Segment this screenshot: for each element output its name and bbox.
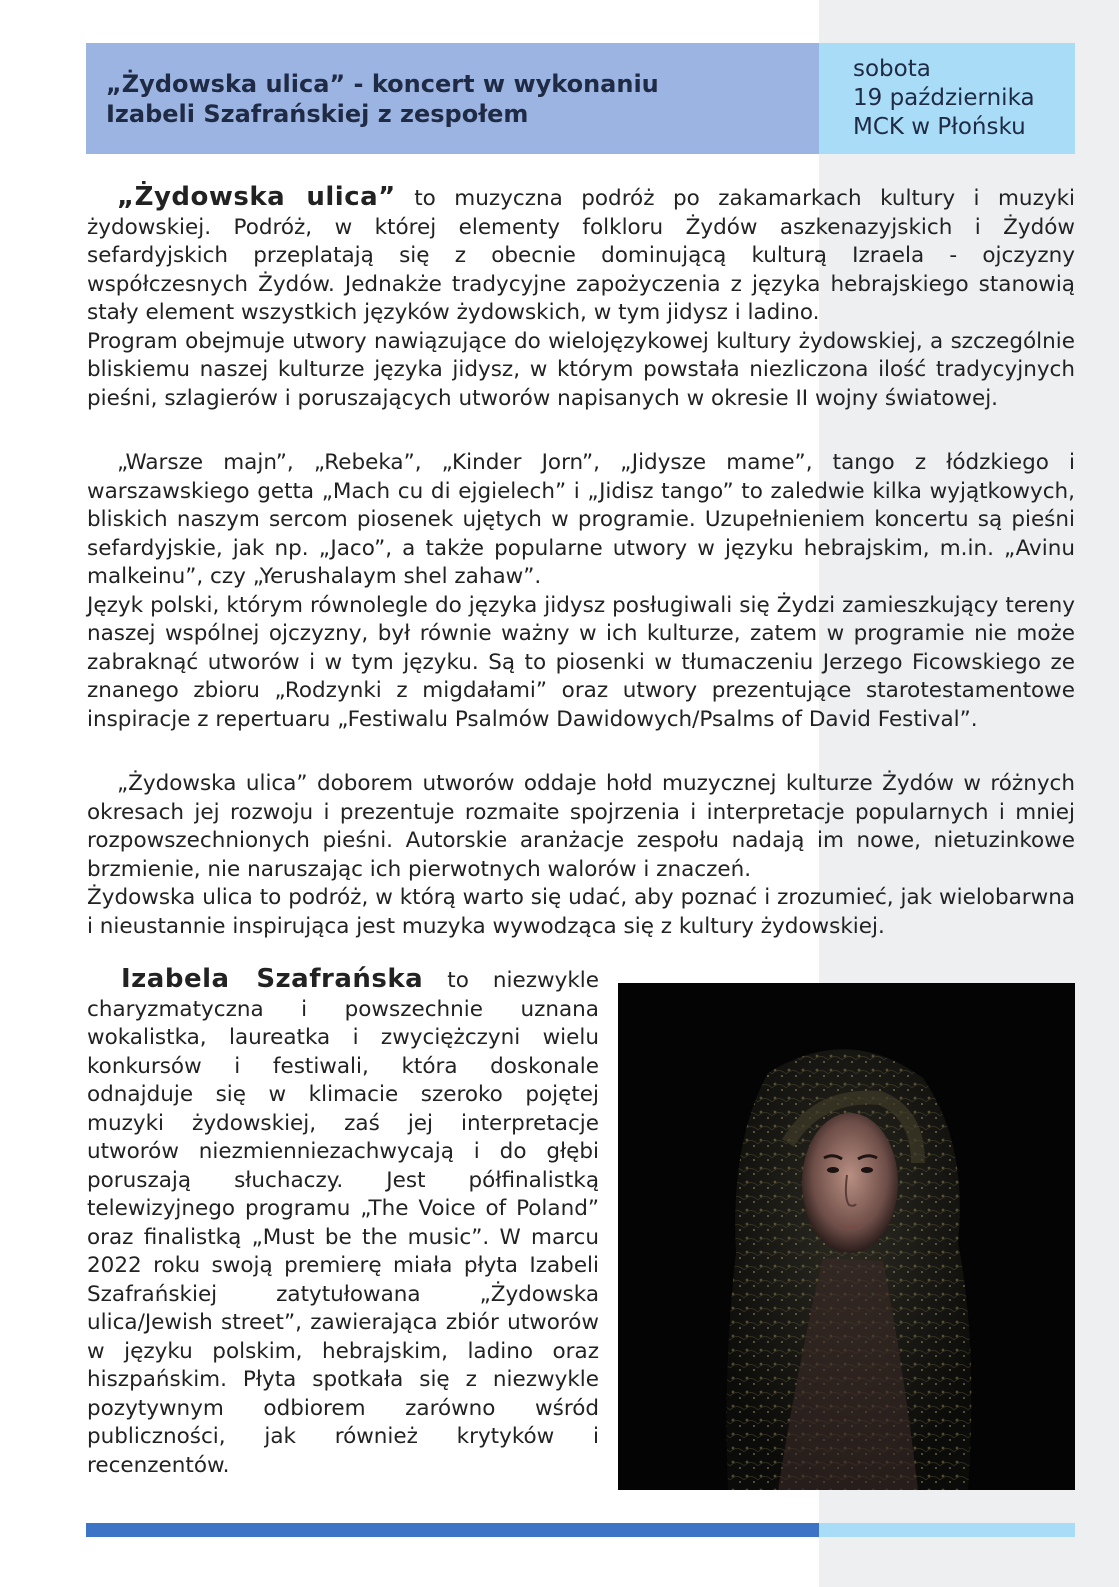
intro-lead: „Żydowska ulica”	[117, 182, 396, 212]
event-venue: MCK w Płońsku	[853, 114, 1026, 140]
artist-bio-paragraph	[87, 965, 599, 1480]
intro-paragraph-1	[87, 183, 1075, 328]
intro-paragraph-2: Program obejmuje utwory nawiązujące do wielojęzykowej kultury żydowskiej, a szczególnie bliskiemu naszej kulturze języka jidysz, w którym powstała niezliczona ilość tradycyjnych pieśni, szlagierów i poruszających utworów napisanych w okresie II wojny światowej.	[87, 328, 1075, 411]
artist-name: Izabela Szafrańska	[121, 964, 424, 994]
artist-bio-text: to niezwykle charyzmatyczna i powszechnie uznana wokalistka, laureatka i zwyciężczyni wielu konkursów i festiwali, która doskonale odnajduje się w klimacie szeroko pojętej muzyki żydowskiej, zaś jej interpretacje utworów niezmienniezachwycają i do głębi poruszają słuchaczy. Jest półfinalistką telewizyjnego programu „The Voice of Poland” oraz finalistką „Must be the music”. W marcu 2022 roku swoją premierę miała płyta Izabeli Szafrańskiej zatytułowana „Żydowska ulica/Jewish street”, zawierająca zbiór utworów w języku polskim, hebrajskim, ladino oraz hiszpańskim. Płyta spotkała się z niezwykle pozytywnym odbiorem zarówno wśród publiczności, jak również krytyków i recenzentów.	[87, 968, 599, 1478]
footer-bar-right	[819, 1523, 1075, 1537]
tribute-section	[87, 770, 1075, 941]
event-title	[106, 69, 806, 129]
songs-paragraph-2: Język polski, którym równolegle do języka jidysz posługiwali się Żydzi zamieszkujący tereny naszej wspólnej ojczyzny, był równie ważny w ich kulturze, zatem w programie nie może zabraknąć utworów i w tym języku. Są to piosenki w tłumaczeniu Jerzego Ficowskiego ze znanego zbioru „Rodzynki z migdałami” oraz utwory prezentujące starotestamentowe inspiracje z repertuaru „Festiwalu Psalmów Dawidowych/Psalms of David Festival”.	[87, 592, 1075, 732]
artist-photo	[618, 983, 1075, 1490]
event-title-line-2: Izabeli Szafrańskiej z zespołem	[106, 100, 529, 128]
songs-section	[87, 449, 1075, 734]
songs-paragraph-1: „Warsze majn”, „Rebeka”, „Kinder Jorn”, „Jidysze mame”, tango z łódzkiego i warszawskiego getta „Mach cu di ejgielech” i „Jidisz tango” to zaledwie kilka wyjątkowych, bliskich naszym sercom piosenek ujętych w programie. Uzupełnieniem koncertu są pieśni sefardyjskie, jak np. „Jaco”, a także popularne utwory w języku hebrajskim, m.in. „Avinu malkeinu”, czy „Yerushalaym shel zahaw”.	[87, 450, 1075, 589]
event-date: 19 października	[853, 85, 1035, 111]
tribute-paragraph-2: Żydowska ulica to podróż, w którą warto się udać, aby poznać i zrozumieć, jak wielobarwna i nieustannie inspirująca jest muzyka wywodząca się z kultury żydowskiej.	[87, 885, 1075, 939]
intro-paragraph-1-text: to muzyczna podróż po zakamarkach kultury i muzyki żydowskiej. Podróż, w której elementy folkloru Żydów aszkenazyjskich i Żydów sefardyjskich przeplatają się z obecnie dominującą kulturą Izraela - ojczyzny współczesnych Żydów. Jednakże tradycyjne zapożyczenia z języka hebrajskiego stanowią stały element wszystkich języków żydowskich, w tym jidysz i ladino.	[87, 186, 1075, 325]
event-day: sobota	[853, 56, 931, 82]
footer-bar-left	[86, 1523, 819, 1537]
tribute-paragraph-1: „Żydowska ulica” doborem utworów oddaje hołd muzycznej kulturze Żydów w różnych okresach jej rozwoju i prezentuje rozmaite spojrzenia i interpretacje popularnych i mniej rozpowszechnionych pieśni. Autorskie aranżacje zespołu nadają im nowe, nietuzinkowe brzmienie, nie naruszając ich pierwotnych walorów i znaczeń.	[87, 771, 1075, 882]
intro-section	[87, 183, 1075, 413]
event-date-venue	[853, 55, 1068, 142]
event-title-line-1: „Żydowska ulica” - koncert w wykonaniu	[106, 70, 659, 98]
artist-bio	[87, 965, 599, 1480]
artist-portrait-illustration	[618, 983, 1075, 1490]
